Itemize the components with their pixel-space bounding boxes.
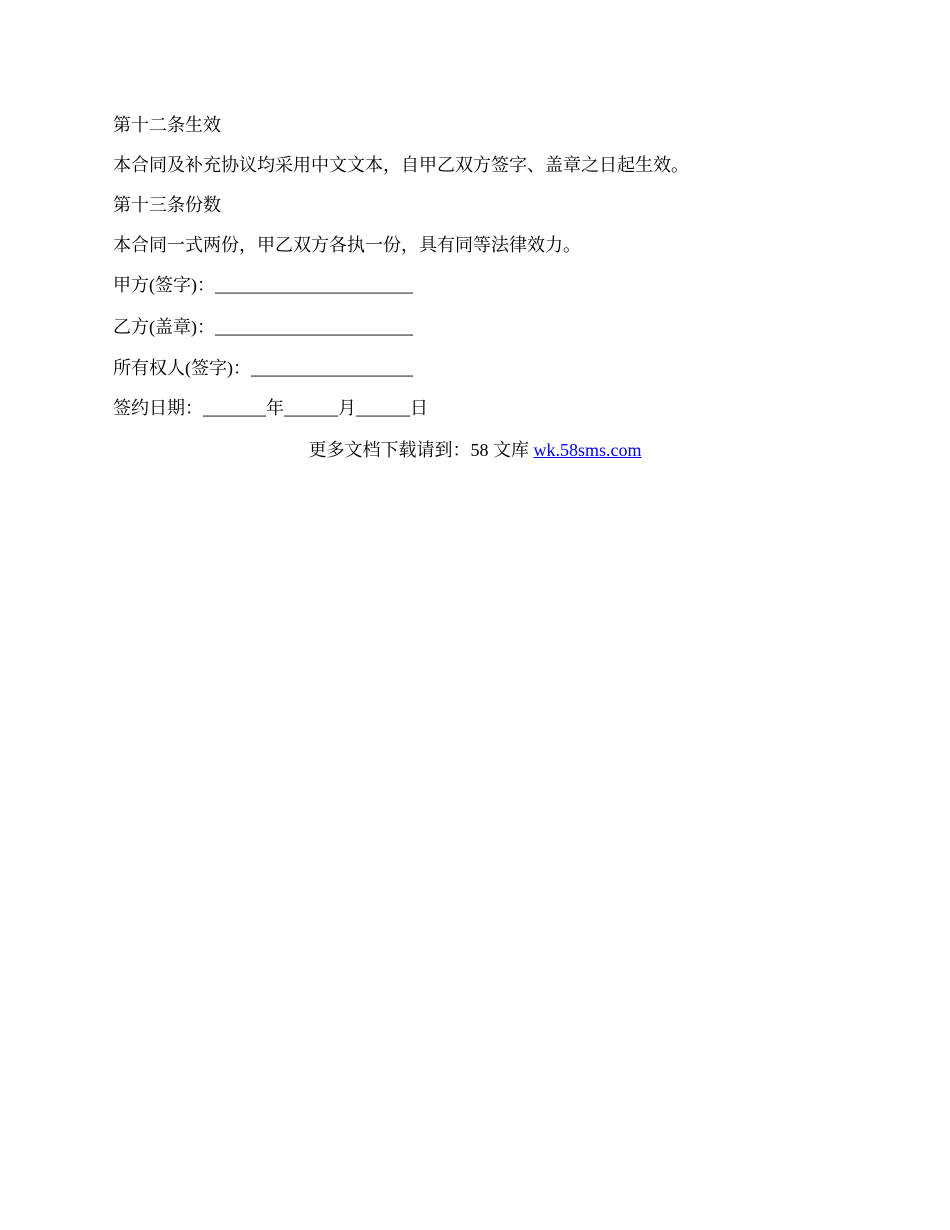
party-a-signature-line: 甲方(签字)：______________________ [113, 275, 413, 295]
party-b-seal-line: 乙方(盖章)：______________________ [113, 317, 413, 337]
article-12-heading: 第十二条生效 [113, 115, 221, 135]
owner-signature-line: 所有权人(签字)：__________________ [113, 358, 413, 378]
article-13-heading: 第十三条份数 [113, 195, 221, 215]
footer-link[interactable]: wk.58sms.com [533, 440, 642, 460]
article-13-body: 本合同一式两份，甲乙双方各执一份，具有同等法律效力。 [113, 235, 581, 255]
footer-text: 更多文档下载请到：58 文库 [308, 440, 534, 460]
download-footer [0, 438, 950, 462]
article-12-body: 本合同及补充协议均采用中文文本，自甲乙双方签字、盖章之日起生效。 [113, 155, 689, 175]
signing-date-line: 签约日期：_______年______月______日 [113, 398, 428, 418]
